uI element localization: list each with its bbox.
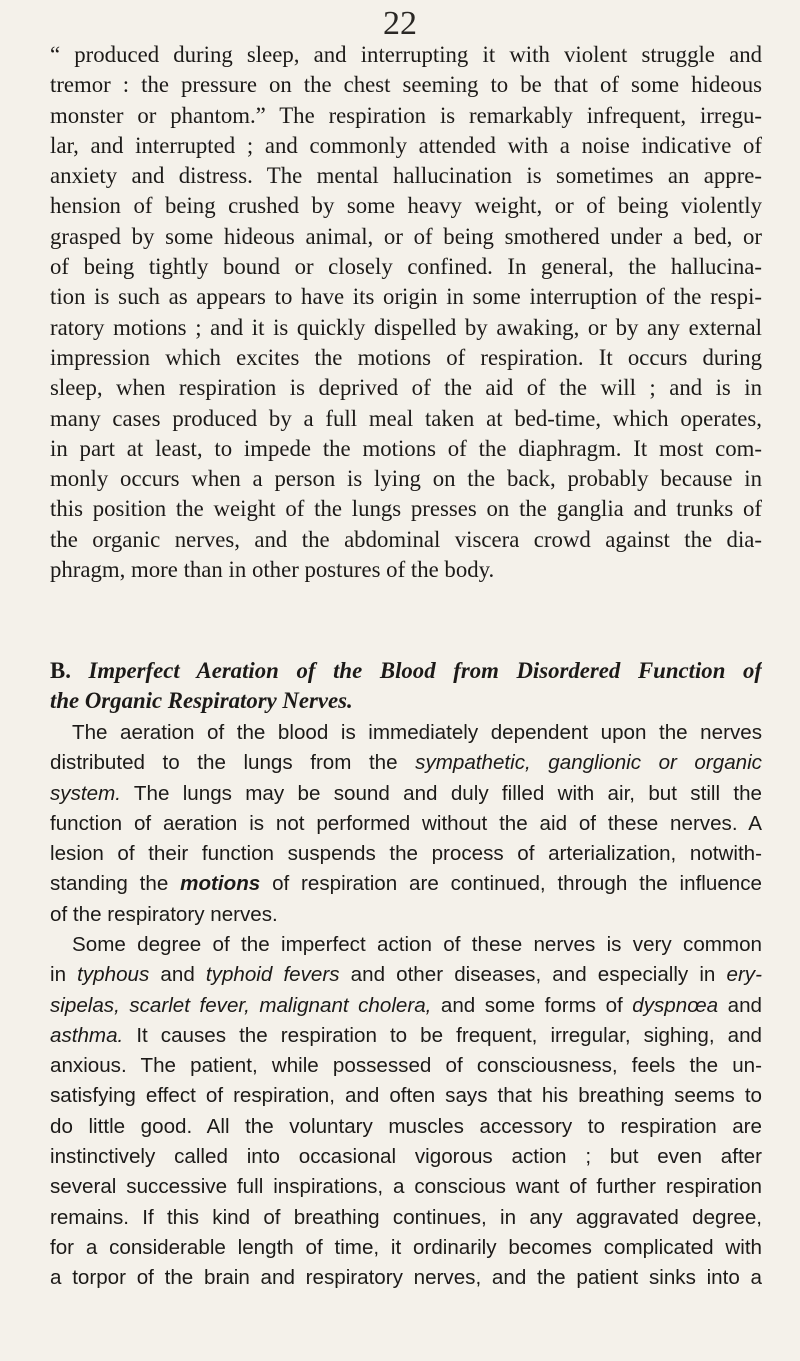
page-number: 22	[383, 5, 417, 42]
text-line: several successive full inspirations, a conscious want of further respiration	[50, 1175, 762, 1199]
text-line: a torpor of the brain and respiratory nerves, and the patient sinks into a	[50, 1266, 762, 1290]
text-line: the organic nerves, and the abdominal viscera crowd against the dia-	[50, 526, 762, 552]
text-line: phragm, more than in other postures of the body.	[50, 557, 495, 583]
text-line: of the respiratory nerves.	[50, 902, 278, 926]
text-line: tremor : the pressure on the chest seeming to be that of some hideous	[50, 72, 762, 98]
heading-title-part-1: Imperfect Aeration of the Blood from Disordered Function of	[88, 658, 762, 683]
text-line: monster or phantom.” The respiration is remarkably infrequent, irregu-	[50, 102, 762, 128]
text-line: monly occurs when a person is lying on the back, probably because in	[50, 466, 762, 492]
text-line: tion is such as appears to have its origin in some interruption of the respi-	[50, 284, 762, 310]
text-line: sipelas, scarlet fever, malignant cholera, and some forms of dyspnœa and	[50, 993, 762, 1017]
text-line: do little good. All the voluntary muscles accessory to respiration are	[50, 1114, 762, 1138]
paragraph-aeration	[50, 718, 762, 930]
text-line: of being tightly bound or closely confined. In general, the hallucina-	[50, 254, 762, 280]
text-line: sleep, when respiration is deprived of the aid of the will ; and is in	[50, 375, 762, 401]
text-line: function of aeration is not performed without the aid of these nerves. A	[50, 811, 762, 835]
text-line: ratory motions ; and it is quickly dispelled by awaking, or by any external	[50, 314, 762, 340]
text-line: lar, and interrupted ; and commonly attended with a noise indicative of	[50, 132, 762, 158]
text-line: distributed to the lungs from the sympathetic, ganglionic or organic	[50, 751, 762, 775]
text-line: instinctively called into occasional vigorous action ; but even after	[50, 1145, 762, 1169]
text-line: satisfying effect of respiration, and often says that his breathing seems to	[50, 1084, 762, 1108]
paragraph-imperfect-action	[50, 930, 762, 1294]
text-line: lesion of their function suspends the process of arterialization, notwith-	[50, 842, 762, 866]
text-line: anxious. The patient, while possessed of consciousness, feels the un-	[50, 1054, 762, 1078]
text-line: grasped by some hideous animal, or of being smothered under a bed, or	[50, 223, 762, 249]
text-line: standing the motions of respiration are continued, through the influence	[50, 872, 762, 896]
text-line: in typhous and typhoid fevers and other diseases, and especially in ery-	[50, 963, 762, 987]
heading-line-2	[50, 686, 762, 716]
text-line: many cases produced by a full meal taken at bed-time, which operates,	[50, 405, 762, 431]
paragraph-nightmare	[50, 40, 762, 585]
text-line: asthma. It causes the respiration to be frequent, irregular, sighing, and	[50, 1023, 762, 1047]
heading-title-part-2: the Organic Respiratory Nerves.	[50, 688, 353, 714]
text-line: anxiety and distress. The mental hallucination is sometimes an appre-	[50, 163, 762, 189]
text-line: system. The lungs may be sound and duly filled with air, but still the	[50, 781, 762, 805]
text-line: The aeration of the blood is immediately dependent upon the nerves	[72, 721, 762, 744]
emphasis: motions	[180, 872, 261, 896]
emphasis: sympathetic, ganglionic or organic	[415, 751, 762, 775]
section-heading	[50, 656, 762, 717]
text-line: impression which excites the motions of respiration. It occurs during	[50, 344, 762, 370]
text-line: in part at least, to impede the motions of the diaphragm. It most com-	[50, 435, 762, 461]
text-line: this position the weight of the lungs presses on the ganglia and trunks of	[50, 496, 762, 522]
text-line: hension of being crushed by some heavy weight, or of being violently	[50, 193, 762, 219]
text-line: remains. If this kind of breathing continues, in any aggravated degree,	[50, 1205, 762, 1229]
emphasis: system.	[50, 781, 121, 805]
text-line: “ produced during sleep, and interrupting it with violent struggle and	[50, 42, 762, 67]
heading-line-1	[50, 656, 762, 686]
text-line: Some degree of the imperfect action of these nerves is very common	[72, 933, 762, 956]
section-label: B.	[50, 658, 71, 683]
text-line: for a considerable length of time, it ordinarily becomes complicated with	[50, 1235, 762, 1259]
